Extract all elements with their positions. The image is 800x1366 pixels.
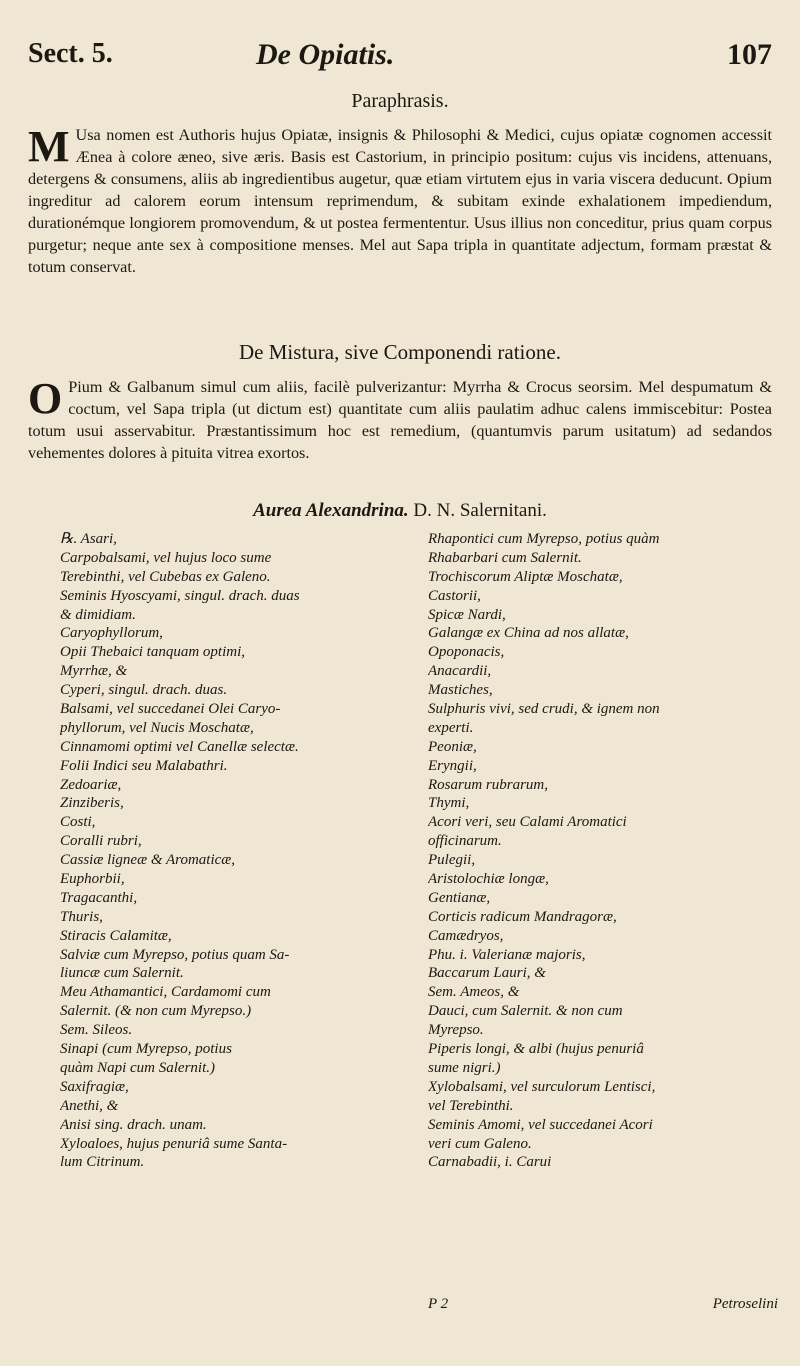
ingredient-line: Seminis Hyoscyami, singul. drach. duas: [60, 587, 300, 604]
ingredient-line: Castorii,: [428, 587, 481, 604]
ingredient-line: Pulegii,: [428, 852, 476, 869]
ingredient-line: Stiracis Calamitæ,: [60, 927, 172, 944]
ingredient-line: Sinapi (cum Myrepso, potius: [60, 1041, 232, 1058]
ingredient-line: ℞. Asari,: [60, 531, 117, 547]
ingredient-line: Meu Athamantici, Cardamomi cum: [60, 984, 271, 1001]
ingredient-line: Peoniæ,: [428, 738, 477, 755]
ingredient-line: Anethi, &: [60, 1097, 119, 1114]
paraphrasis-paragraph: [28, 124, 772, 330]
ingredient-line: Thymi,: [428, 795, 470, 812]
ingredient-line: Sem. Ameos, &: [428, 984, 520, 1001]
ingredient-line: Eryngii,: [428, 757, 477, 774]
page-footer: [428, 1296, 778, 1316]
ingredient-line: Xylobalsami, vel surculorum Lentisci,: [428, 1078, 656, 1095]
ingredient-line: Corticis radicum Mandragoræ,: [428, 908, 617, 925]
ingredient-line: quàm Napi cum Salernit.): [60, 1059, 215, 1076]
ingredient-line: Baccarum Lauri, &: [428, 965, 546, 982]
ingredient-line: Carnabadii, i. Carui: [428, 1154, 552, 1171]
paraphrasis-heading: Paraphrasis.: [351, 90, 449, 112]
catchword: Petroselini: [712, 1296, 778, 1312]
ingredient-line: experti.: [428, 719, 474, 736]
ingredient-line: Opoponacis,: [428, 644, 505, 661]
running-header: [28, 38, 772, 78]
ingredient-line: Opii Thebaici tanquam optimi,: [60, 644, 245, 661]
dropcap-m: M: [28, 124, 70, 171]
ingredient-line: Myrepso.: [428, 1022, 484, 1039]
ingredient-line: vel Terebinthi.: [428, 1097, 514, 1114]
signature-mark: P 2: [428, 1296, 449, 1312]
running-title: De Opiatis.: [256, 38, 395, 71]
ingredient-line: Sulphuris vivi, sed crudi, & ignem non: [428, 701, 660, 718]
ingredient-line: liuncæ cum Salernit.: [60, 965, 184, 982]
ingredient-line: Cyperi, singul. drach. duas.: [60, 682, 228, 699]
ingredient-line: Costi,: [60, 814, 96, 831]
recipe-title-italic: Aurea Alexandrina.: [253, 500, 409, 521]
ingredient-line: Spicæ Nardi,: [428, 606, 506, 623]
mistura-text: Pium & Galbanum simul cum aliis, facilè pulverizantur: Myrrha & Crocus seorsim. Mel despumatum & coctum, vel Sapa tripla (ut dictum est) quantitate cum aliis paulatim adhuc calens immiscebitur: Postea totum usui asservabitur. Præstantissimum hoc est remedium, (quantumvis parum usitatum) ad sedandos vehementes dolores à pituita vitrea exortos.: [28, 378, 772, 462]
ingredient-line: Rhapontici cum Myrepso, potius quàm: [428, 531, 660, 547]
ingredient-line: Seminis Amomi, vel succedanei Acori: [428, 1116, 653, 1133]
ingredient-line: Gentianæ,: [428, 889, 491, 906]
ingredient-line: officinarum.: [428, 833, 502, 850]
ingredient-line: Salviæ cum Myrepso, potius quam Sa-: [60, 946, 290, 963]
ingredient-line: Camædryos,: [428, 927, 504, 944]
page-number: 107: [727, 38, 772, 71]
recipe-title: [0, 500, 800, 522]
ingredient-line: Carpobalsami, vel hujus loco sume: [60, 549, 272, 566]
ingredient-line: Balsami, vel succedanei Olei Caryo-: [60, 701, 281, 718]
ingredient-line: Salernit. (& non cum Myrepso.): [60, 1003, 252, 1020]
ingredient-line: Tragacanthi,: [60, 889, 138, 906]
ingredient-line: Caryophyllorum,: [60, 625, 163, 642]
ingredient-line: Mastiches,: [428, 682, 493, 699]
ingredient-line: Folii Indici seu Malabathri.: [60, 757, 228, 774]
ingredient-line: Xyloaloes, hujus penuriâ sume Santa-: [60, 1135, 288, 1152]
ingredients-left-column: [60, 530, 410, 1172]
mistura-heading: De Mistura, sive Componendi ratione.: [239, 340, 561, 364]
ingredient-line: & dimidiam.: [60, 606, 136, 623]
mistura-paragraph: [28, 376, 772, 492]
dropcap-o: O: [28, 376, 63, 423]
ingredient-line: Trochiscorum Aliptæ Moschatæ,: [428, 568, 623, 585]
ingredient-line: Zinziberis,: [60, 795, 124, 812]
ingredient-line: Sem. Sileos.: [60, 1022, 133, 1039]
ingredient-line: Euphorbii,: [60, 871, 125, 888]
section-label: Sect. 5.: [28, 38, 113, 69]
ingredient-line: Thuris,: [60, 908, 103, 925]
ingredient-line: Dauci, cum Salernit. & non cum: [428, 1003, 623, 1020]
ingredient-line: Rhabarbari cum Salernit.: [428, 549, 582, 566]
ingredient-line: Saxifragiæ,: [60, 1078, 129, 1095]
ingredient-line: Rosarum rubrarum,: [428, 776, 549, 793]
ingredient-line: Coralli rubri,: [60, 833, 142, 850]
ingredient-line: Cinnamomi optimi vel Canellæ selectæ.: [60, 738, 299, 755]
ingredients-right-column: [428, 530, 778, 1172]
ingredient-line: Aristolochiæ longæ,: [428, 871, 549, 888]
ingredient-line: lum Citrinum.: [60, 1154, 145, 1171]
paraphrasis-text: Usa nomen est Authoris hujus Opiatæ, insignis & Philosophi & Medici, cujus opiatæ cognomen accessit Ænea à colore æneo, sive æris. Basis est Castorium, in principio positum: cujus vis incidens, attenuans, detergens & consumens, aliis ab ingredientibus augetur, quæ etiam virtutem ejus in varia viscera deducunt. Opium ingreditur ad calorem eorum intensum reprimendum, & subitam exinde exhalationem impediendum, durationémque longiorem promovendum, & ut postea fermententur. Usus illius non conceditur, prius quam corpus purgetur; neque ante sex à compositione menses. Mel aut Sapa tripla in quantitate adjectum, formam præstat & totum conservat.: [28, 126, 772, 276]
ingredient-line: Piperis longi, & albi (hujus penuriâ: [428, 1041, 644, 1058]
ingredient-line: Myrrhæ, &: [60, 663, 128, 680]
ingredient-line: Zedoariæ,: [60, 776, 122, 793]
ingredient-line: Anisi sing. drach. unam.: [60, 1116, 207, 1133]
ingredient-line: sume nigri.): [428, 1059, 501, 1076]
ingredient-line: veri cum Galeno.: [428, 1135, 532, 1152]
recipe-title-roman: D. N. Salernitani.: [408, 500, 547, 521]
ingredient-line: Galangæ ex China ad nos allatæ,: [428, 625, 629, 642]
ingredient-line: Phu. i. Valerianæ majoris,: [428, 946, 586, 963]
ingredient-line: Cassiæ ligneæ & Aromaticæ,: [60, 852, 236, 869]
ingredient-line: Acori veri, seu Calami Aromatici: [428, 814, 627, 831]
ingredient-line: phyllorum, vel Nucis Moschatæ,: [60, 719, 254, 736]
ingredient-line: Anacardii,: [428, 663, 492, 680]
ingredient-line: Terebinthi, vel Cubebas ex Galeno.: [60, 568, 271, 585]
